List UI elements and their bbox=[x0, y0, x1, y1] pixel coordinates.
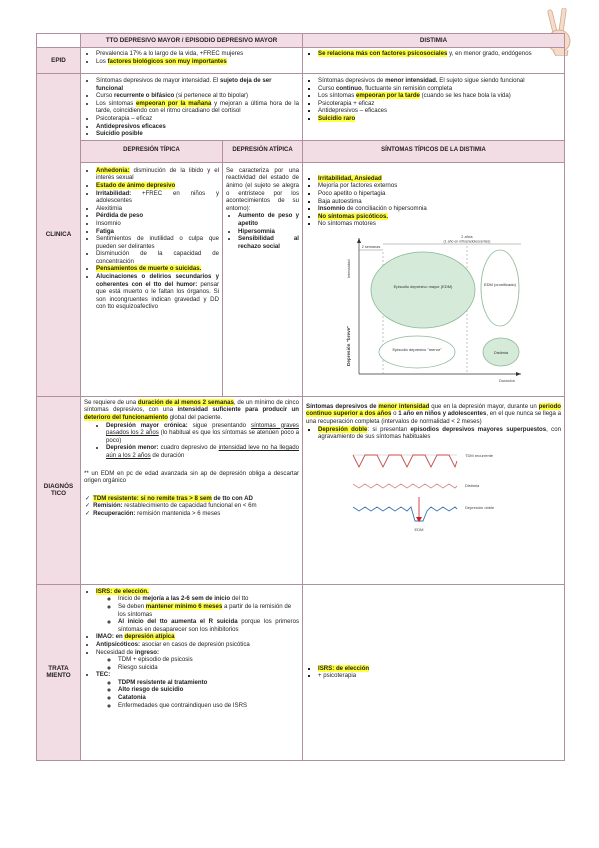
atipica-intro: Se caracteriza por una reactividad del estado de ánimo (el sujeto se alegra o entristece por los acontecimientos de su entorno): bbox=[226, 166, 299, 212]
tdm-recurrente-line bbox=[353, 455, 457, 467]
clinica-tdm-item: • Los síntomas empeoran por la mañana y mejoran a última hora de la tarde, coincidiendo con el ritmo circadiano del cortisol bbox=[96, 100, 299, 115]
distimia-item: ▪ No síntomas psicóticos. bbox=[318, 213, 561, 221]
atipica-item: • Hipersomnia bbox=[238, 228, 299, 236]
tipica-item: • Pérdida de peso bbox=[96, 212, 219, 220]
trat-item: • Necesidad de ingreso: ◦ TDM + episodio de psicosis ◦ Riesgo suicida bbox=[96, 649, 299, 672]
menor-label: Episodio depresivo "menor" bbox=[391, 346, 442, 352]
trat-subitem: ◦ Se deben mantener mínimo 6 meses a partir de la remisión de los síntomas bbox=[118, 603, 299, 618]
edm-cronificado-label: EDM (cronificado) bbox=[483, 281, 516, 287]
tratamiento-tdm bbox=[81, 584, 303, 760]
subheader-distimia-sintomas: SÍNTOMAS TÍPICOS DE LA DISTIMIA bbox=[303, 140, 565, 162]
trat-subitem: ◦ Alto riesgo de suicidio bbox=[118, 686, 299, 694]
distimia-item: ▪ Poco apetito o hipertagia bbox=[318, 190, 561, 198]
diagnostico-tdm bbox=[81, 396, 303, 584]
epid-distimia bbox=[303, 48, 565, 74]
depresion-doble-label: Depresión doble bbox=[464, 504, 494, 510]
edm-cronificado-ellipse bbox=[481, 250, 519, 326]
trat-item: • IMAO: en depresión atípica bbox=[96, 633, 299, 641]
distimia-item: ▪ No síntomas motores bbox=[318, 220, 561, 228]
y-axis-label-breve: Depresión "breve" bbox=[345, 325, 351, 366]
distimia-sintomas-list bbox=[303, 162, 565, 396]
clinica-distimia-item: ▪ Los síntomas empeoran por la tarde (cuando se les hace bola la vida) bbox=[318, 92, 561, 100]
clinica-distimia-item: ▪ Antidepresivos – eficaces bbox=[318, 107, 561, 115]
header-tdm: TTO DEPRESIVO MAYOR / EPISODIO DEPRESIVO MAYOR bbox=[81, 34, 303, 48]
depresion-doble-line bbox=[353, 507, 457, 521]
y-axis-label: Intensidad bbox=[345, 259, 351, 278]
diag-tdm-check-item: ✓ TDM resistente: si no remite tras > 8 sem de tto con AD bbox=[94, 495, 299, 503]
diag-distimia-item: ▪ Depresión doble: si presentan episodios depresivos mayores superpuestos, con agravamiento de sus síntomas habituales bbox=[318, 426, 561, 441]
trat-distimia-item: ▪ ISRS: de elección bbox=[318, 665, 561, 673]
depresion-atipica-list bbox=[223, 162, 303, 396]
diag-tdm-check-item: ✓ Recuperación: remisión mantenida > 6 meses bbox=[94, 510, 299, 518]
trat-subitem: ◦ Inicio de mejoría a las 2-6 sem de inicio del tto bbox=[118, 595, 299, 603]
tipica-item: • Sentimientos de inutilidad o culpa que pueden ser delirantes bbox=[96, 235, 219, 250]
header-distimia: DISTIMIA bbox=[303, 34, 565, 48]
tdm-recurrente-label: TDM recurrente bbox=[464, 452, 493, 458]
epid-distimia-item: ▪ Se relaciona más con factores psicosociales y, en menor grado, endógenos bbox=[318, 50, 561, 58]
diag-tdm-subtype: • Depresión mayor crónica: sigue presentando síntomas graves pasados los 2 años (lo habitual es que los síntomas se atenúen poco a poco) bbox=[106, 422, 299, 445]
row-label-clinica: CLINICA bbox=[37, 74, 81, 397]
diag-tdm-criteria: Se requiere de una duración de al menos 2 semanas, de un mínimo de cinco síntomas depresivos, con una intensidad suficiente para producir un deterioro del funcionamiento global del paciente. bbox=[84, 398, 299, 421]
tipica-item: • Anhedonia: disminución de la libido y el interés sexual bbox=[96, 167, 219, 182]
row-label-tratamiento: TRATA MIENTO bbox=[37, 584, 81, 760]
diag-tdm-check-item: ✓ Remisión: restablecimiento de capacidad funcional en < 6m bbox=[94, 502, 299, 510]
clinica-distimia-item: ▪ Síntomas depresivos de menor intensidad. El sujeto sigue siendo funcional bbox=[318, 77, 561, 85]
epid-tdm-item: • Prevalencia 17% a lo largo de la vida, +FREC mujeres bbox=[96, 50, 299, 58]
tipica-item: • Disminución de la capacidad de concentración bbox=[96, 250, 219, 265]
years-sublabel: (1 año en niños/adolescentes) bbox=[443, 239, 490, 244]
clinica-tdm-item: • Antidepresivos eficaces bbox=[96, 123, 299, 131]
tratamiento-distimia bbox=[303, 584, 565, 760]
comparison-table bbox=[36, 33, 565, 761]
weeks-label: 2 semanas bbox=[361, 244, 380, 249]
clinica-distimia-item: ▪ Curso continuo, fluctuante sin remisión completa bbox=[318, 85, 561, 93]
distimia-item: ▪ Irritabilidad, Ansiedad bbox=[318, 175, 561, 183]
clinica-distimia-item: ▪ Suicidio raro bbox=[318, 115, 561, 123]
clinica-tdm-summary bbox=[81, 74, 303, 141]
distimia-label: Distimia bbox=[493, 349, 508, 355]
tipica-item: • Insomnio bbox=[96, 220, 219, 228]
tipica-item: • Irritabilidad: +FREC en niños y adolescentes bbox=[96, 190, 219, 205]
edm-label: Episodio depresivo mayor (EDM) bbox=[393, 283, 452, 289]
trat-subitem: ◦ Enfermedades que contraindiquen uso de ISRS bbox=[118, 702, 299, 710]
edm-ellipse bbox=[371, 252, 475, 328]
trat-distimia-item: ▪ + psicoterapia bbox=[318, 672, 561, 680]
edm-arrow-label: EDM bbox=[414, 526, 423, 532]
trat-item: • ISRS: de elección. ◦ Inicio de mejoría a las 2-6 sem de inicio del tto ◦ Se deben mantener mínimo 6 meses a partir de la remisión de los síntomas ◦ Al inicio del tto aumenta el R suicida porque los primeros síntomas en desaparecer son los inhibitorios bbox=[96, 588, 299, 634]
diag-tdm-note: ** un EDM en pc de edad avanzada sin ap de depresión obliga a descartar origen orgánico bbox=[84, 469, 299, 485]
subheader-atipica: DEPRESIÓN ATÍPICA bbox=[223, 140, 303, 162]
depression-types-diagram bbox=[345, 234, 523, 384]
trat-subitem: ◦ Riesgo suicida bbox=[118, 664, 299, 672]
tipica-item: • Fatiga bbox=[96, 228, 219, 236]
tipica-item: • Pensamientos de muerte o suicidas. bbox=[96, 265, 219, 273]
clinica-distimia-summary bbox=[303, 74, 565, 141]
x-axis-arrow bbox=[516, 372, 521, 376]
atipica-item: • Aumento de peso y apetito bbox=[238, 212, 299, 227]
diag-tdm-subtype: • Depresión menor: cuadro depresivo de intensidad leve no ha llegado aún a los 2 años de duración bbox=[106, 444, 299, 459]
trat-subitem: ◦ TDM + episodio de psicosis bbox=[118, 656, 299, 664]
course-patterns-diagram bbox=[349, 447, 519, 539]
distimia-course-label: Distimia bbox=[464, 482, 479, 488]
clinica-tdm-item: • Síntomas depresivos de mayor intensidad. El sujeto deja de ser funcional bbox=[96, 77, 299, 92]
subheader-tipica: DEPRESIÓN TÍPICA bbox=[81, 140, 223, 162]
years-label: 2 años bbox=[460, 234, 473, 239]
distimia-line bbox=[353, 484, 457, 488]
trat-item: • TEC: ◦ TDPM resistente al tratamiento ◦ Alto riesgo de suicidio ◦ Catatonia ◦ Enfermedades que contraindiquen uso de ISRS bbox=[96, 671, 299, 709]
row-label-epid: EPID bbox=[37, 48, 81, 74]
clinica-distimia-item: ▪ Psicoterapia + eficaz bbox=[318, 100, 561, 108]
epid-tdm bbox=[81, 48, 303, 74]
x-axis-label: Duración bbox=[498, 377, 515, 383]
tipica-item: • Estado de ánimo depresivo bbox=[96, 182, 219, 190]
diag-distimia-criteria: Síntomas depresivos de menor intensidad que en la depresión mayor, durante un periodo continuo superior a dos años o 1 año en niños y adolescentes, en el que nunca se llega a una recuperación completa (intervalos de normalidad < 2 meses) bbox=[306, 402, 562, 425]
trat-subitem: ◦ Al inicio del tto aumenta el R suicida porque los primeros síntomas en desaparecer son los inhibitorios bbox=[118, 618, 299, 633]
clinica-tdm-item: • Suicidio posible bbox=[96, 130, 299, 138]
clinica-tdm-item: • Psicoterapia – eficaz bbox=[96, 115, 299, 123]
distimia-item: ▪ Insomnio de conciliación o hipersomnia bbox=[318, 205, 561, 213]
epid-tdm-item: • Los factores biológicos son muy importantes bbox=[96, 58, 299, 66]
tipica-item: • Alexitimia bbox=[96, 205, 219, 213]
comparison-table-page bbox=[36, 33, 564, 761]
trat-subitem: ◦ Catatonia bbox=[118, 694, 299, 702]
y-axis-arrow bbox=[357, 238, 361, 243]
corner-cell bbox=[37, 34, 81, 48]
tipica-item: • Alucinaciones o delirios secundarios y coherentes con el tto del humor: pensar que está muerto o le faltan los órganos. Si son incongruentes indican gravedad y DD con tto esquizoafectivo bbox=[96, 273, 219, 311]
depresion-tipica-list bbox=[81, 162, 223, 396]
distimia-item: ▪ Mejoría por factores externos bbox=[318, 182, 561, 190]
trat-item: • Antipsicóticos: asociar en casos de depresión psicótica bbox=[96, 641, 299, 649]
diagnostico-distimia bbox=[303, 396, 565, 584]
row-label-diagnostico: DIAGNÓS TICO bbox=[37, 396, 81, 584]
distimia-item: ▪ Baja autoestima bbox=[318, 198, 561, 206]
trat-subitem: ◦ TDPM resistente al tratamiento bbox=[118, 679, 299, 687]
atipica-item: • Sensibilidad al rechazo social bbox=[238, 235, 299, 250]
clinica-tdm-item: • Curso recurrente o bifásico (si pertenece al tto bipolar) bbox=[96, 92, 299, 100]
menor-ellipse bbox=[379, 336, 455, 368]
